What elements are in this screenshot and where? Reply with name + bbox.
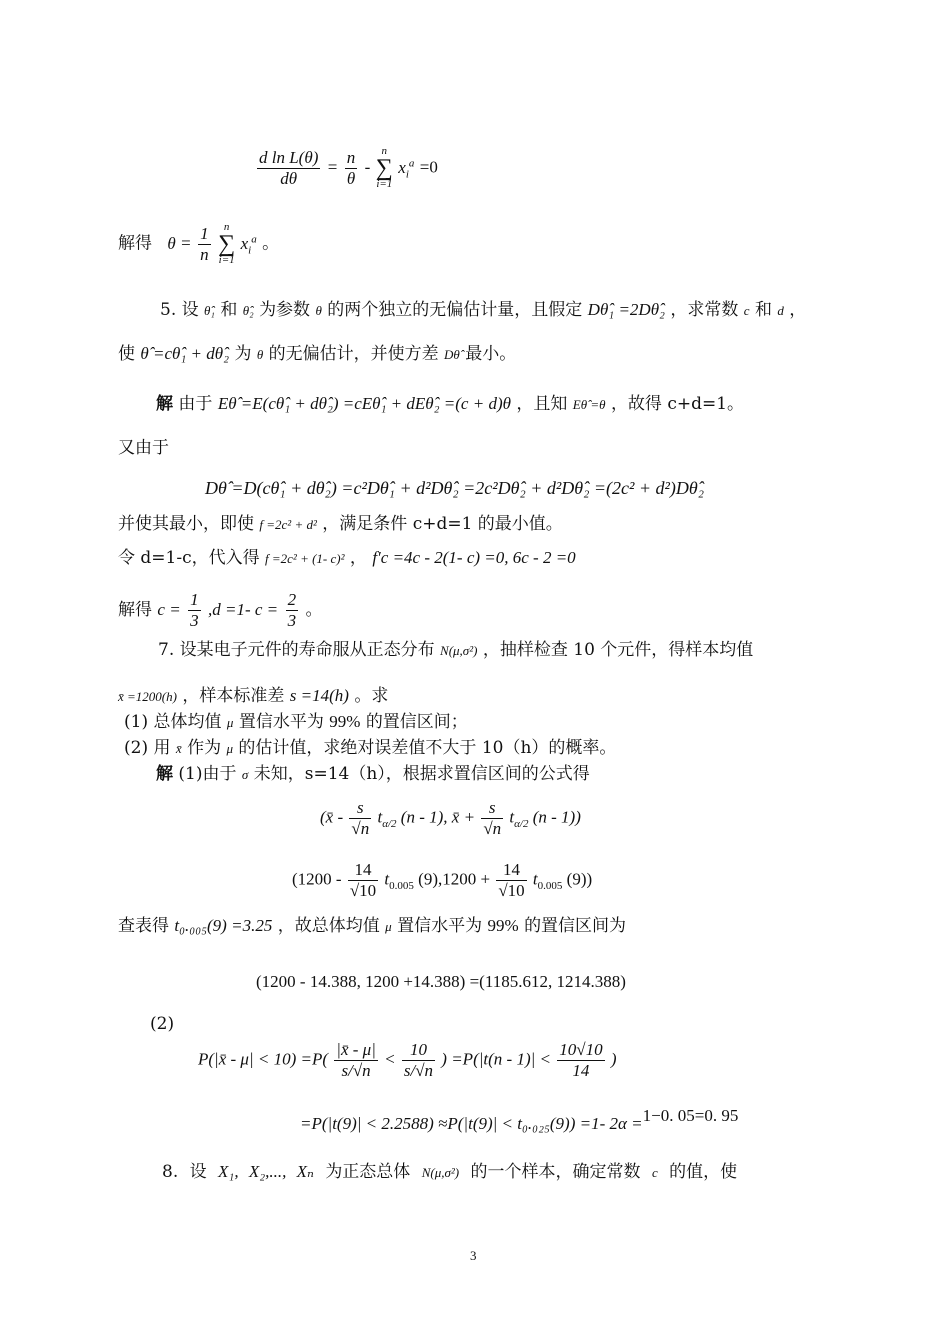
frac-numerator: 1 bbox=[200, 223, 209, 243]
p8-text: 为正态总体 bbox=[325, 1162, 411, 1182]
ci-formula-general bbox=[320, 798, 581, 839]
mu: μ bbox=[226, 715, 234, 730]
sum-symbol: n ∑ i=1 bbox=[218, 221, 236, 266]
frac-numerator: 14 bbox=[496, 860, 526, 881]
prob-left: P(|x̄ - μ| < 10) =P( bbox=[198, 1049, 329, 1069]
probability-eq-2 bbox=[300, 1106, 739, 1136]
frac-s-sqrt-n bbox=[481, 798, 503, 839]
ci-mid: (9),1200 + bbox=[418, 869, 491, 889]
sum-term bbox=[398, 156, 415, 180]
unbiased-condition: Eθ̂ =θ bbox=[572, 397, 606, 412]
frac-one-third bbox=[188, 590, 201, 631]
p5-text: 和 bbox=[220, 300, 238, 320]
percent-99: 99% bbox=[487, 916, 519, 935]
n-numerator: n bbox=[346, 147, 356, 167]
p7-text: 的估计值，求绝对误差值不大于 10（h）的概率。 bbox=[238, 738, 617, 758]
frac-denominator: n bbox=[200, 244, 209, 264]
t-sub: 0.005 bbox=[389, 879, 414, 892]
theta: θ bbox=[167, 233, 176, 253]
sum-term bbox=[240, 232, 257, 256]
interval-value: (1200 - 14.388, 1200 +14.388) =(1185.612, 1214.388) bbox=[256, 972, 626, 991]
p7-text: ，样本标准差 bbox=[182, 686, 285, 706]
s7-text: 未知，s=14（h），根据求置信区间的公式得 bbox=[253, 764, 590, 784]
period: 。 bbox=[262, 233, 280, 254]
s7-text: (1)由于 bbox=[178, 764, 237, 784]
frac-two-thirds bbox=[286, 590, 299, 631]
prob-result: 1−0. 05=0. 95 bbox=[642, 1106, 739, 1125]
lhs-denominator: dθ bbox=[280, 168, 298, 188]
p8-text: 8. 设 bbox=[162, 1162, 207, 1182]
theta: θ bbox=[256, 347, 264, 362]
t-symbol: t bbox=[532, 869, 538, 889]
s5-text: ，故得 c+d=1。 bbox=[610, 394, 745, 414]
sample-vars: X₁, X₂,..., Xₙ bbox=[218, 1162, 314, 1181]
t-symbol: t bbox=[384, 869, 390, 889]
d-denominator: 3 bbox=[287, 611, 297, 630]
p5-text: ， bbox=[789, 300, 807, 320]
p5-text: 和 bbox=[754, 300, 772, 320]
t-sub-alpha: α/2 bbox=[382, 817, 397, 830]
s5-text: 解得 bbox=[118, 600, 152, 620]
frac-s-sqrt-n bbox=[349, 798, 371, 839]
expectation-formula: Eθ̂ =E(cθ̂₁ + dθ̂₂) =cEθ̂₁ + dEθ̂₂ =(c + d)θ bbox=[217, 394, 511, 413]
variance-condition: Dθ̂₁ =2Dθ̂₂ bbox=[587, 300, 665, 319]
solution-label: 解 bbox=[156, 764, 173, 784]
p5-text: 为参数 bbox=[259, 300, 311, 320]
solution-5-min bbox=[118, 512, 563, 537]
frac-denominator: √10 bbox=[349, 881, 377, 900]
ci-mid: (n - 1), x̄ + bbox=[400, 807, 476, 827]
interval-result bbox=[256, 970, 626, 994]
t-symbol: t bbox=[377, 807, 383, 827]
frac-denominator: √10 bbox=[498, 881, 525, 900]
solution-label: 解 bbox=[156, 394, 173, 414]
p7-text: 7. 设某电子元件的寿命服从正态分布 bbox=[158, 640, 435, 660]
sample-sd: s =14(h) bbox=[289, 686, 349, 705]
normal-dist: N(μ,σ²) bbox=[440, 643, 478, 658]
sum-lower: i=1 bbox=[218, 254, 235, 266]
table-lookup bbox=[118, 914, 626, 939]
const-c: c bbox=[743, 303, 750, 318]
mu: μ bbox=[385, 919, 392, 934]
prob-mid: ) =P(|t(n - 1)| < bbox=[441, 1049, 551, 1069]
p5-text: 为 bbox=[234, 344, 252, 364]
solution-5-result bbox=[118, 590, 322, 631]
frac-numerator: 14 bbox=[348, 860, 378, 881]
d-numerator: 2 bbox=[287, 590, 297, 609]
c-denominator: 3 bbox=[190, 611, 199, 630]
frac-denominator: √n bbox=[483, 819, 502, 838]
mu: μ bbox=[226, 741, 234, 756]
frac-numerator: s bbox=[349, 798, 371, 819]
prob-line-2: =P(|t(9)| < 2.2588) ≈P(|t(9)| < t₀.₀₂₅(9)) =1- 2α = bbox=[300, 1114, 643, 1133]
frac-10sqrt10-14 bbox=[557, 1040, 604, 1081]
sum-upper: n bbox=[381, 145, 388, 157]
const-d: d bbox=[777, 303, 784, 318]
s5-text: 又由于 bbox=[118, 438, 169, 458]
p7-text: 作为 bbox=[187, 738, 222, 758]
part-2-label bbox=[150, 1012, 174, 1036]
frac-denominator: s/√n bbox=[403, 1061, 434, 1080]
t-sub: 0.005 bbox=[537, 879, 563, 892]
frac-standardized bbox=[334, 1040, 378, 1081]
x-bar: x̄ bbox=[175, 741, 182, 756]
p7-text: (1) 总体均值 bbox=[124, 712, 222, 732]
less-than: < bbox=[384, 1049, 396, 1069]
t-symbol: t bbox=[509, 807, 515, 827]
solution-5-let bbox=[118, 546, 576, 571]
equals: = bbox=[181, 233, 191, 253]
variance-formula: Dθ̂ =D(cθ̂₁ + dθ̂₂) =c²Dθ̂₁ + d²Dθ̂₂ =2c²Dθ̂₂ + d²Dθ̂₂ =(2c² + d²)Dθ̂₂ bbox=[205, 478, 705, 498]
p5-text: 的无偏估计，并使方差 bbox=[268, 344, 439, 364]
part-2: (2) bbox=[150, 1014, 175, 1034]
problem-7-line-2 bbox=[118, 684, 388, 709]
frac-1-n bbox=[198, 224, 211, 265]
s7-text: 查表得 bbox=[118, 916, 169, 936]
ci-formula-numeric bbox=[292, 860, 592, 901]
frac-n-theta bbox=[345, 148, 358, 189]
theta-hat-2: θ̂₂ bbox=[242, 303, 254, 318]
d-equals: ,d =1- c = bbox=[208, 600, 279, 619]
ci-end: (n - 1)) bbox=[532, 807, 581, 827]
frac-numerator: 10√10 bbox=[559, 1040, 603, 1059]
sum-symbol: n ∑ i=1 bbox=[375, 145, 393, 190]
frac-denominator: 14 bbox=[572, 1061, 590, 1080]
term-x: x bbox=[240, 233, 249, 253]
t-table-value: t₀.₀₀₅(9) =3.25 bbox=[174, 916, 273, 935]
term-x: x bbox=[398, 157, 406, 177]
c-numerator: 1 bbox=[190, 590, 199, 609]
p7-text: 。求 bbox=[354, 686, 389, 706]
sum-upper: n bbox=[223, 221, 230, 233]
s5-text: 由于 bbox=[178, 394, 213, 414]
s5-text: 并使其最小，即使 bbox=[118, 514, 254, 534]
eq-derivative-loglik bbox=[255, 146, 438, 190]
frac-denominator: s/√n bbox=[341, 1061, 371, 1080]
frac-denominator: √n bbox=[351, 819, 370, 838]
ci-left: (x̄ - bbox=[320, 807, 344, 827]
solution-theta bbox=[118, 222, 279, 266]
p7-text: 的置信区间； bbox=[365, 712, 468, 732]
s5-text: 令 d=1-c，代入得 bbox=[118, 548, 260, 568]
p5-text: 最小。 bbox=[465, 344, 517, 364]
s5-text: ，且知 bbox=[516, 394, 568, 414]
c-equals: c = bbox=[157, 600, 181, 619]
solution-label: 解得 bbox=[118, 233, 152, 254]
solution-5-again bbox=[118, 436, 169, 460]
problem-5-line-1 bbox=[160, 298, 806, 323]
problem-8-line bbox=[162, 1160, 737, 1185]
percent-99: 99% bbox=[329, 712, 361, 731]
solution-7-line-1 bbox=[156, 762, 590, 787]
page-number: 3 bbox=[470, 1248, 477, 1263]
frac-numerator: |x̄ - μ| bbox=[336, 1040, 376, 1059]
t-sub-alpha: α/2 bbox=[514, 817, 529, 830]
f-formula: f =2c² + d² bbox=[259, 517, 317, 532]
p5-text: 使 bbox=[118, 344, 135, 364]
p5-text: ，求常数 bbox=[670, 300, 739, 320]
f-substituted: f =2c² + (1- c)² bbox=[265, 551, 345, 566]
p8-text: 的一个样本，确定常数 bbox=[470, 1162, 641, 1182]
term-sub: i bbox=[248, 243, 252, 256]
frac-numerator: 10 bbox=[402, 1040, 435, 1061]
p7-text: 置信水平为 bbox=[238, 712, 324, 732]
equals: = bbox=[327, 157, 338, 177]
solution-5-line-1 bbox=[156, 392, 744, 417]
s7-text: ，故总体均值 bbox=[277, 916, 380, 936]
theta: θ bbox=[315, 303, 322, 318]
variance-d-theta: Dθ̂ bbox=[444, 347, 460, 362]
problem-7-q2 bbox=[124, 736, 616, 761]
frac-lhs bbox=[257, 148, 320, 189]
sum-lower: i=1 bbox=[376, 178, 393, 190]
rhs-zero: =0 bbox=[419, 157, 438, 177]
p5-text: 的两个独立的无偏估计量，且假定 bbox=[327, 300, 583, 320]
frac-14-sqrt10 bbox=[348, 860, 378, 901]
p7-text: (2) 用 bbox=[124, 738, 171, 758]
comma: ， bbox=[349, 548, 367, 568]
p8-text: 的值，使 bbox=[669, 1162, 738, 1182]
s5-text: ，满足条件 c+d=1 的最小值。 bbox=[322, 514, 563, 534]
s7-text: 的置信区间为 bbox=[524, 916, 627, 936]
problem-7-line-1 bbox=[158, 638, 753, 663]
frac-10-s bbox=[402, 1040, 435, 1081]
frac-numerator: s bbox=[481, 798, 503, 819]
term-sub: i bbox=[405, 167, 409, 180]
p7-text: ，抽样检查 10 个元件，得样本均值 bbox=[482, 640, 754, 660]
minus: - bbox=[364, 157, 371, 177]
term-sup: a bbox=[251, 232, 257, 245]
variance-equation bbox=[205, 476, 704, 500]
estimator-formula: θ̂ =cθ̂₁ + dθ̂₂ bbox=[140, 344, 230, 363]
period: 。 bbox=[305, 600, 323, 620]
normal-dist: N(μ,σ²) bbox=[421, 1165, 460, 1180]
frac-14-sqrt10 bbox=[496, 860, 526, 901]
derivative-eq: f′c =4c - 2(1- c) =0, 6c - 2 =0 bbox=[372, 548, 576, 567]
p5-text: 5. 设 bbox=[160, 300, 199, 320]
ci-left: (1200 - bbox=[292, 869, 342, 889]
theta-hat-1: θ̂₁ bbox=[204, 303, 215, 318]
probability-eq-1 bbox=[198, 1040, 617, 1081]
problem-7-q1 bbox=[124, 710, 468, 735]
term-sup: a bbox=[408, 156, 415, 169]
ci-end: (9)) bbox=[566, 869, 593, 889]
lhs-numerator: d ln L(θ) bbox=[259, 147, 319, 167]
sigma: σ bbox=[241, 767, 249, 782]
theta-denominator: θ bbox=[346, 168, 356, 188]
problem-5-line-2 bbox=[118, 342, 516, 367]
const-c: c bbox=[651, 1165, 658, 1180]
s7-text: 置信水平为 bbox=[397, 916, 483, 936]
prob-close: ) bbox=[610, 1049, 617, 1069]
sample-mean: x̄ =1200(h) bbox=[118, 689, 177, 704]
